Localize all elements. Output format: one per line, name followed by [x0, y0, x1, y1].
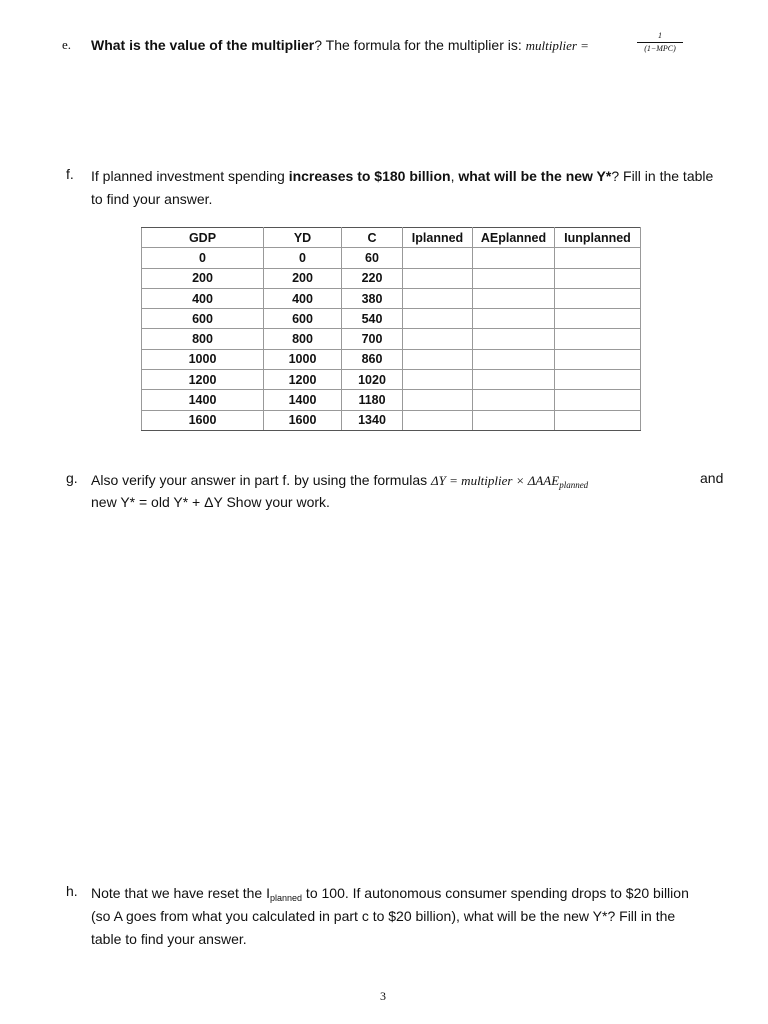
header-gdp: GDP	[142, 228, 264, 248]
cell-aeplanned[interactable]	[473, 309, 555, 329]
cell-iunplanned[interactable]	[555, 390, 641, 410]
multiplier-formula-lhs: multiplier =	[525, 38, 589, 53]
formula-denominator: (1−MPC)	[644, 44, 676, 53]
table-row	[142, 288, 641, 308]
multiplier-formula-fraction	[637, 31, 683, 54]
part-f-bold-b: what will be the new Y*	[458, 168, 612, 184]
table-header-row	[142, 228, 641, 248]
cell-gdp: 800	[142, 329, 264, 349]
cell-gdp: 0	[142, 248, 264, 268]
cell-gdp: 200	[142, 268, 264, 288]
cell-iunplanned[interactable]	[555, 329, 641, 349]
table-row	[142, 390, 641, 410]
cell-iunplanned[interactable]	[555, 370, 641, 390]
part-h-line1	[91, 883, 689, 908]
cell-iunplanned[interactable]	[555, 248, 641, 268]
cell-c: 1020	[342, 370, 403, 390]
cell-iunplanned[interactable]	[555, 410, 641, 430]
delta-y-formula-sub: planned	[559, 480, 589, 490]
cell-iplanned[interactable]	[403, 329, 473, 349]
formula-numerator: 1	[637, 31, 683, 43]
cell-c: 700	[342, 329, 403, 349]
part-e-question-bold: What is the value of the multiplier	[91, 37, 315, 53]
cell-iplanned[interactable]	[403, 268, 473, 288]
part-h-line3: table to find your answer.	[91, 931, 247, 947]
part-h-line2: (so A goes from what you calculated in part c to $20 billion), what will be the new Y*? Fill in the	[91, 908, 676, 924]
part-e-question-rest: ? The formula for the multiplier is:	[314, 37, 522, 53]
table-row	[142, 248, 641, 268]
part-f-letter: f.	[66, 166, 74, 182]
part-h-text-a: Note that we have reset the I	[91, 885, 270, 901]
part-f-bold-a: increases to $180 billion	[288, 168, 451, 184]
cell-yd: 800	[264, 329, 342, 349]
part-g-text: Also verify your answer in part f. by using the formulas	[91, 472, 428, 488]
table-row	[142, 349, 641, 369]
part-f-text-b: ,	[450, 168, 459, 184]
cell-iunplanned[interactable]	[555, 288, 641, 308]
cell-gdp: 1600	[142, 410, 264, 430]
part-g-letter: g.	[66, 470, 78, 486]
cell-c: 540	[342, 309, 403, 329]
header-c: C	[342, 228, 403, 248]
cell-gdp: 1400	[142, 390, 264, 410]
part-f-line1	[91, 166, 713, 186]
cell-iplanned[interactable]	[403, 349, 473, 369]
cell-aeplanned[interactable]	[473, 349, 555, 369]
cell-aeplanned[interactable]	[473, 248, 555, 268]
delta-y-formula	[431, 473, 588, 488]
cell-yd: 1600	[264, 410, 342, 430]
header-aeplanned: AEplanned	[473, 228, 555, 248]
page-number: 3	[380, 989, 386, 1003]
cell-iplanned[interactable]	[403, 410, 473, 430]
cell-c: 380	[342, 288, 403, 308]
part-f-text-c: ? Fill in the table	[611, 168, 714, 184]
cell-gdp: 600	[142, 309, 264, 329]
part-f-text-a: If planned investment spending	[91, 168, 289, 184]
part-e-question	[91, 35, 589, 56]
cell-aeplanned[interactable]	[473, 390, 555, 410]
header-iunplanned: Iunplanned	[555, 228, 641, 248]
gdp-table	[141, 227, 641, 431]
cell-c: 1340	[342, 410, 403, 430]
table-row	[142, 370, 641, 390]
cell-iplanned[interactable]	[403, 390, 473, 410]
header-iplanned: Iplanned	[403, 228, 473, 248]
cell-aeplanned[interactable]	[473, 288, 555, 308]
part-g-and: and	[700, 470, 724, 486]
cell-yd: 600	[264, 309, 342, 329]
cell-yd: 1000	[264, 349, 342, 369]
part-g-line2: new Y* = old Y* + ΔY Show your work.	[91, 494, 330, 510]
table-row	[142, 268, 641, 288]
cell-gdp: 400	[142, 288, 264, 308]
cell-yd: 400	[264, 288, 342, 308]
cell-gdp: 1200	[142, 370, 264, 390]
cell-iunplanned[interactable]	[555, 268, 641, 288]
cell-iplanned[interactable]	[403, 248, 473, 268]
cell-aeplanned[interactable]	[473, 410, 555, 430]
table-row	[142, 309, 641, 329]
cell-aeplanned[interactable]	[473, 268, 555, 288]
cell-iunplanned[interactable]	[555, 309, 641, 329]
cell-aeplanned[interactable]	[473, 370, 555, 390]
delta-y-formula-main: ΔY = multiplier × ΔAAE	[431, 473, 560, 488]
part-h-sub: planned	[270, 893, 303, 903]
cell-yd: 1200	[264, 370, 342, 390]
table-row	[142, 329, 641, 349]
table-row	[142, 410, 641, 430]
cell-c: 860	[342, 349, 403, 369]
part-f-line2: to find your answer.	[91, 191, 213, 207]
cell-yd: 1400	[264, 390, 342, 410]
cell-iplanned[interactable]	[403, 309, 473, 329]
part-e-letter: e.	[62, 37, 72, 52]
cell-gdp: 1000	[142, 349, 264, 369]
cell-c: 1180	[342, 390, 403, 410]
header-yd: YD	[264, 228, 342, 248]
cell-iplanned[interactable]	[403, 370, 473, 390]
cell-yd: 200	[264, 268, 342, 288]
cell-c: 60	[342, 248, 403, 268]
cell-iunplanned[interactable]	[555, 349, 641, 369]
cell-iplanned[interactable]	[403, 288, 473, 308]
part-h-text-b: to 100. If autonomous consumer spending drops to $20 billion	[302, 885, 689, 901]
part-h-letter: h.	[66, 883, 78, 899]
cell-c: 220	[342, 268, 403, 288]
cell-aeplanned[interactable]	[473, 329, 555, 349]
cell-yd: 0	[264, 248, 342, 268]
